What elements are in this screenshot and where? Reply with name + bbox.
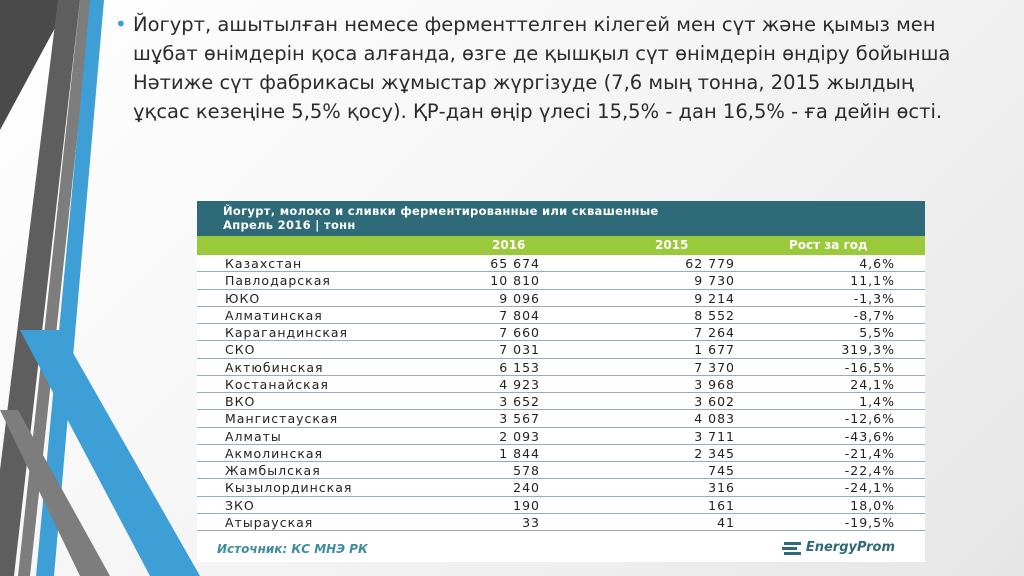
table-row [197, 359, 925, 376]
slide-paragraph [115, 10, 963, 126]
brand-logo [782, 540, 895, 555]
value-2015-cell: 3 711 [694, 428, 735, 444]
region-cell: Кызылординская [225, 480, 353, 496]
table-title [197, 201, 925, 236]
table-row [197, 272, 925, 289]
growth-cell: 5,5% [859, 325, 895, 340]
value-2015-cell: 7 370 [694, 359, 735, 375]
table-row [197, 376, 925, 393]
table-header-row [197, 236, 925, 255]
region-cell: Атырауская [225, 514, 314, 530]
table-row [197, 462, 925, 479]
growth-cell: -22,4% [844, 463, 895, 478]
region-cell: Казахстан [225, 256, 303, 271]
header-2016: 2016 [492, 238, 526, 252]
value-2015-cell: 316 [708, 480, 735, 496]
growth-cell: -24,1% [844, 480, 895, 496]
table-row [197, 255, 925, 272]
region-cell: Алматы [225, 428, 282, 444]
table-row [197, 307, 925, 324]
header-growth: Рост за год [789, 238, 868, 252]
region-cell: Акмолинская [225, 445, 324, 461]
table-title-line1: Йогурт, молоко и сливки ферментированные или сквашенные [223, 204, 659, 218]
value-2016-cell: 2 093 [499, 428, 540, 444]
value-2015-cell: 62 779 [685, 256, 735, 271]
energyprom-icon [782, 541, 802, 555]
value-2016-cell: 9 096 [499, 290, 540, 306]
value-2016-cell: 10 810 [490, 273, 540, 289]
value-2015-cell: 1 677 [694, 342, 735, 358]
table-row [197, 479, 925, 496]
region-cell: Жамбылская [225, 463, 321, 478]
table-row [197, 410, 925, 427]
value-2015-cell: 3 602 [694, 394, 735, 409]
bullet-icon: • [115, 12, 127, 36]
growth-cell: -8,7% [853, 307, 895, 323]
source-note: Источник: КС МНЭ РК [217, 542, 368, 556]
value-2016-cell: 4 923 [499, 376, 540, 392]
table-row [197, 324, 925, 341]
value-2015-cell: 161 [708, 497, 735, 513]
table-row [197, 445, 925, 462]
growth-cell: -19,5% [844, 514, 895, 530]
value-2015-cell: 7 264 [694, 325, 735, 340]
table-row [197, 290, 925, 307]
value-2015-cell: 9 214 [694, 290, 735, 306]
region-cell: СКО [225, 342, 256, 358]
value-2016-cell: 65 674 [490, 256, 540, 271]
value-2015-cell: 3 968 [694, 376, 735, 392]
value-2015-cell: 745 [708, 463, 735, 478]
header-2015: 2015 [655, 238, 689, 252]
value-2015-cell: 2 345 [694, 445, 735, 461]
table-row [197, 393, 925, 410]
growth-cell: 4,6% [859, 256, 895, 271]
value-2015-cell: 8 552 [694, 307, 735, 323]
value-2016-cell: 190 [513, 497, 540, 513]
value-2016-cell: 7 660 [499, 325, 540, 340]
growth-cell: -12,6% [844, 411, 895, 427]
table-row [197, 428, 925, 445]
region-cell: ЮКО [225, 290, 261, 306]
growth-cell: -21,4% [844, 445, 895, 461]
value-2016-cell: 33 [522, 514, 540, 530]
table-row [197, 514, 925, 531]
growth-cell: -43,6% [844, 428, 895, 444]
value-2015-cell: 4 083 [694, 411, 735, 427]
value-2016-cell: 578 [513, 463, 540, 478]
value-2016-cell: 3 652 [499, 394, 540, 409]
value-2016-cell: 7 804 [499, 307, 540, 323]
table-row [197, 341, 925, 358]
table-title-line2: Апрель 2016 | тонн [223, 218, 356, 232]
value-2016-cell: 240 [513, 480, 540, 496]
region-cell: ЗКО [225, 497, 255, 513]
region-cell: Алматинская [225, 307, 323, 323]
value-2016-cell: 6 153 [499, 359, 540, 375]
brand-name: EnergyProm [805, 540, 895, 555]
data-table-image [197, 201, 925, 562]
table-row [197, 497, 925, 514]
value-2016-cell: 1 844 [499, 445, 540, 461]
region-cell: Карагандинская [225, 325, 349, 340]
value-2015-cell: 9 730 [694, 273, 735, 289]
value-2016-cell: 7 031 [499, 342, 540, 358]
value-2015-cell: 41 [717, 514, 735, 530]
region-cell: Актюбинская [225, 359, 324, 375]
growth-cell: 319,3% [841, 342, 895, 358]
region-cell: Павлодарская [225, 273, 331, 289]
growth-cell: 24,1% [850, 376, 895, 392]
region-cell: ВКО [225, 394, 256, 409]
table-footer [197, 534, 925, 562]
growth-cell: -16,5% [844, 359, 895, 375]
growth-cell: 11,1% [850, 273, 895, 289]
growth-cell: 18,0% [850, 497, 895, 513]
growth-cell: -1,3% [853, 290, 895, 306]
region-cell: Костанайская [225, 376, 329, 392]
growth-cell: 1,4% [859, 394, 895, 409]
region-cell: Мангистауская [225, 411, 339, 427]
value-2016-cell: 3 567 [499, 411, 540, 427]
table-body [197, 255, 925, 531]
paragraph-text: Йогурт, ашытылған немесе ферменттелген кілегей мен сүт және қымыз мен шұбат өнімдерін қоса алғанда, өзге де қышқыл сүт өнімдерін өндіру бойынша Нәтиже сүт фабрикасы жұмыстар жүргізуде (7,6 мың тонна, 2015 жылдың ұқсас кезеңіне 5,5% қосу). ҚР-дан өңір үлесі 15,5% - дан 16,5% - ға дейін өсті. [133, 13, 951, 123]
